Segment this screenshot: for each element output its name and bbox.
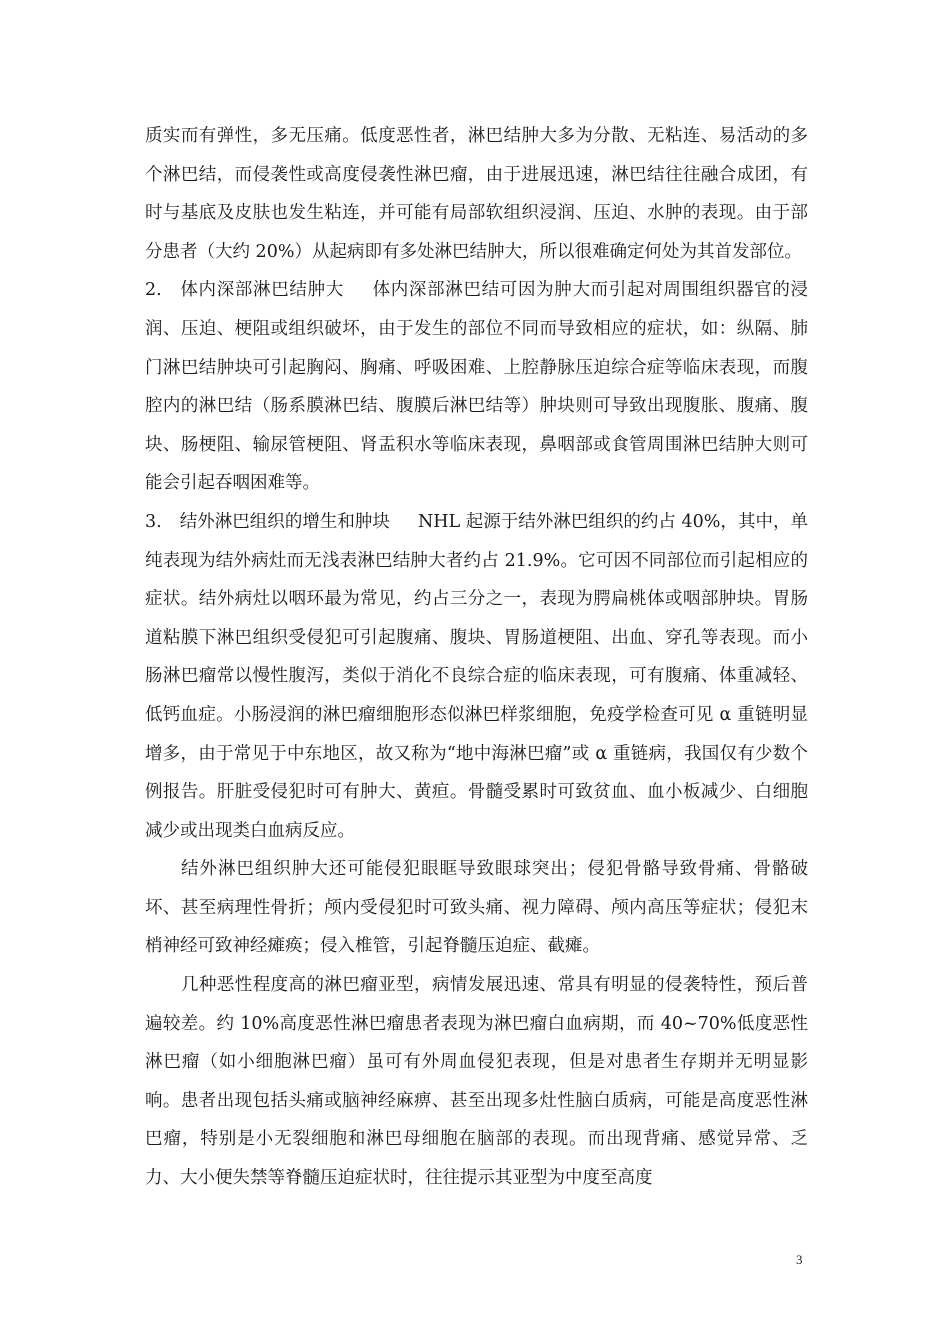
page-number: 3 bbox=[796, 1252, 803, 1267]
body-text bbox=[145, 117, 808, 1198]
section-number: 3. bbox=[145, 511, 162, 532]
paragraph-continuation bbox=[145, 117, 808, 271]
paragraph-text: 几种恶性程度高的淋巴瘤亚型，病情发展迅速、常具有明显的侵袭特性，预后普遍较差。约 10%高度恶性淋巴瘤患者表现为淋巴瘤白血病期，而 40~70%低度恶性淋巴瘤（如小细胞淋巴瘤）虽可有外周血侵犯表现，但是对患者生存期并无明显影响。患者出现包括头痛或脑神经麻痹、甚至出现多灶性脑白质病，可能是高度恶性淋巴瘤，特别是小无裂细胞和淋巴母细胞在脑部的表现。而出现背痛、感觉异常、乏力、大小便失禁等脊髓压迫症状时，往往提示其亚型为中度至高度 bbox=[145, 975, 808, 1189]
paragraph-high-grade bbox=[145, 966, 808, 1198]
section-number: 2. bbox=[145, 280, 162, 301]
paragraph-section-2 bbox=[145, 271, 808, 503]
paragraph-section-3 bbox=[145, 503, 808, 850]
paragraph-text: 质实而有弹性，多无压痛。低度恶性者，淋巴结肿大多为分散、无粘连、易活动的多个淋巴结，而侵袭性或高度侵袭性淋巴瘤，由于进展迅速，淋巴结往往融合成团，有时与基底及皮肤也发生粘连，并可能有局部软组织浸润、压迫、水肿的表现。由于部分患者（大约 20%）从起病即有多处淋巴结肿大，所以很难确定何处为其首发部位。 bbox=[145, 126, 808, 262]
paragraph-extranodal bbox=[145, 850, 808, 966]
section-heading: 体内深部淋巴结肿大 bbox=[179, 280, 344, 301]
paragraph-text: 结外淋巴组织肿大还可能侵犯眼眶导致眼球突出；侵犯骨骼导致骨痛、骨骼破坏、甚至病理性骨折；颅内受侵犯时可致头痛、视力障碍、颅内高压等症状；侵犯末梢神经可致神经瘫痪；侵入椎管，引起脊髓压迫症、截瘫。 bbox=[145, 859, 808, 957]
paragraph-text: 体内深部淋巴结可因为肿大而引起对周围组织器官的浸润、压迫、梗阻或组织破坏，由于发生的部位不同而导致相应的症状，如：纵隔、肺门淋巴结肿块可引起胸闷、胸痛、呼吸困难、上腔静脉压迫综合症等临床表现，而腹腔内的淋巴结（肠系膜淋巴结、腹膜后淋巴结等）肿块则可导致出现腹胀、腹痛、腹块、肠梗阻、输尿管梗阻、肾盂积水等临床表现，鼻咽部或食管周围淋巴结肿大则可能会引起吞咽困难等。 bbox=[145, 280, 809, 494]
section-heading: 结外淋巴组织的增生和肿块 bbox=[179, 511, 390, 532]
paragraph-text: NHL 起源于结外淋巴组织的约占 40%，其中，单纯表现为结外病灶而无浅表淋巴结肿大者约占 21.9%。它可因不同部位而引起相应的症状。结外病灶以咽环最为常见，约占三分之一，表现为腭扁桃体或咽部肿块。胃肠道粘膜下淋巴组织受侵犯可引起腹痛、腹块、胃肠道梗阻、出血、穿孔等表现。而小肠淋巴瘤常以慢性腹泻，类似于消化不良综合症的临床表现，可有腹痛、体重减轻、低钙血症。小肠浸润的淋巴瘤细胞形态似淋巴样浆细胞，免疫学检查可见 α 重链明显增多，由于常见于中东地区，故又称为“地中海淋巴瘤”或 α 重链病，我国仅有少数个例报告。肝脏受侵犯时可有肿大、黄疸。骨髓受累时可致贫血、血小板减少、白细胞减少或出现类白血病反应。 bbox=[145, 511, 808, 841]
